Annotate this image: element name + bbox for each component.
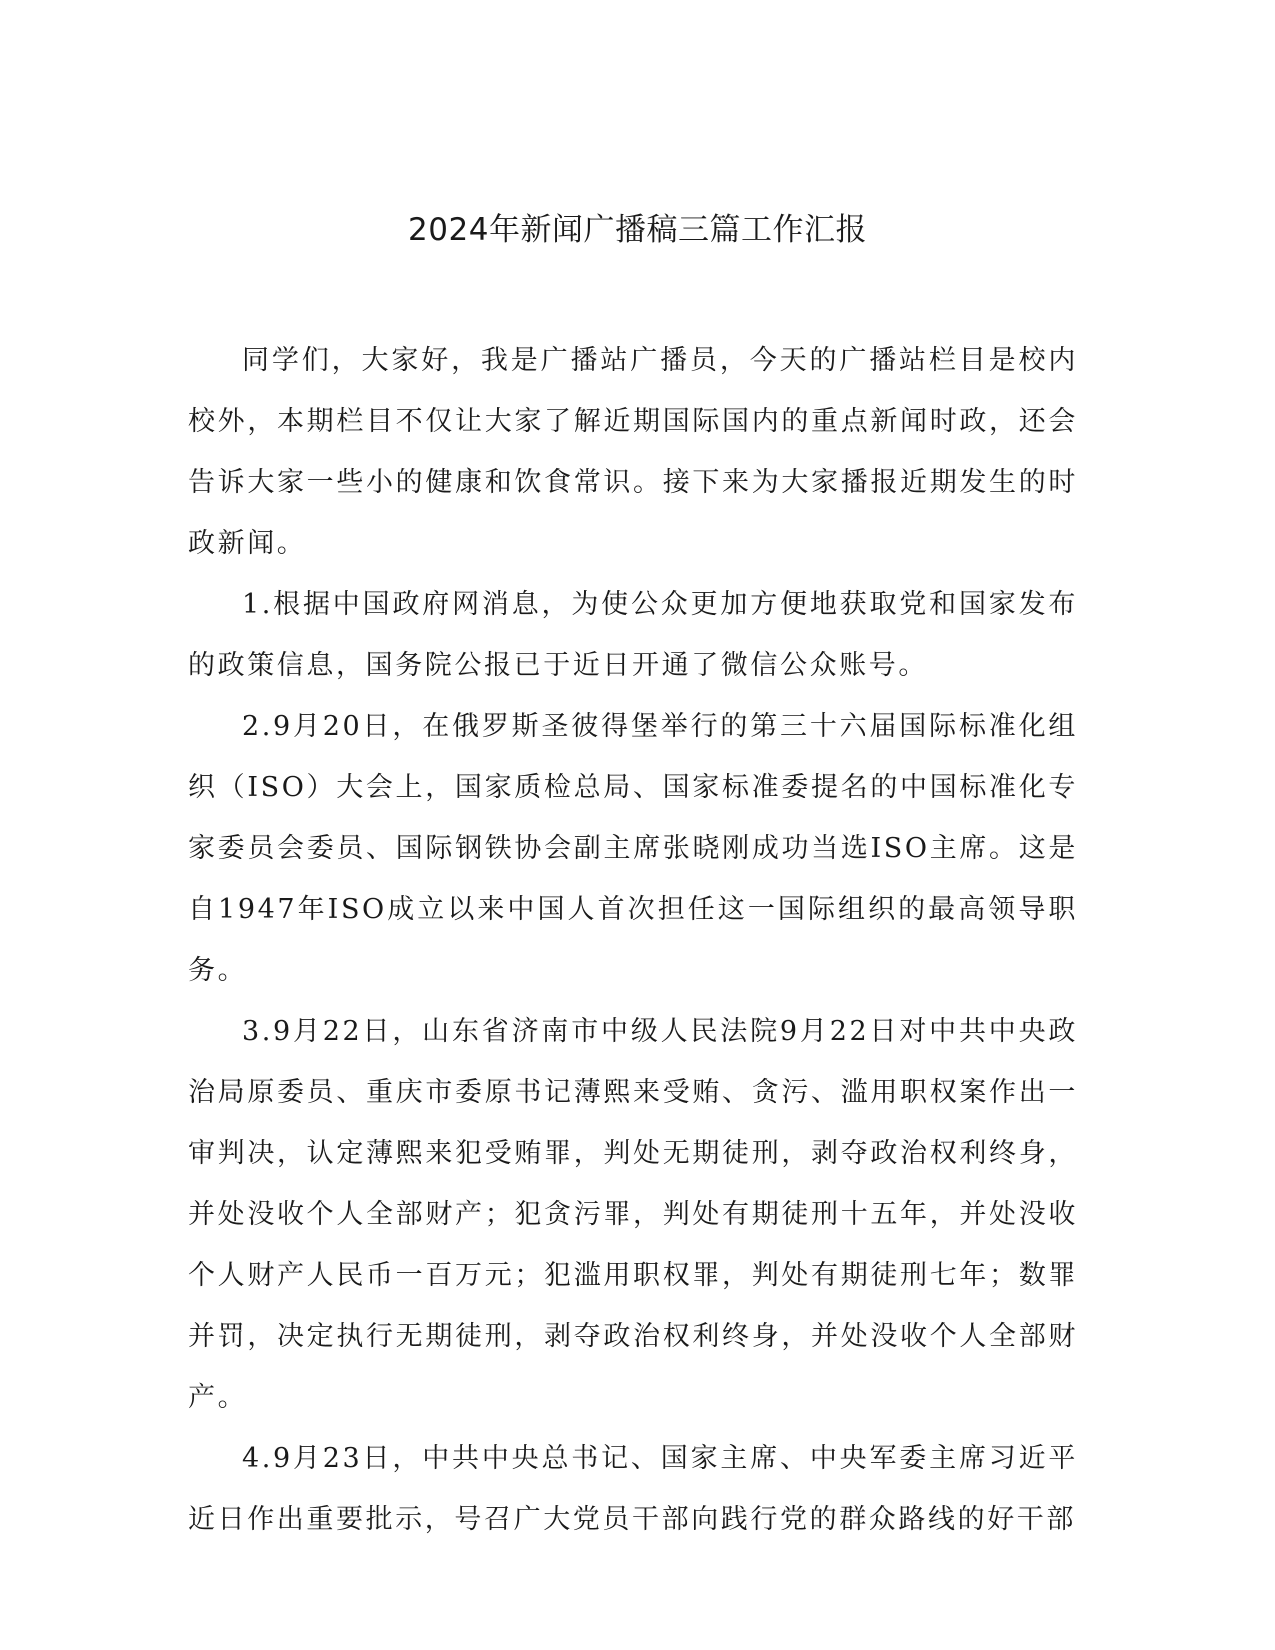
news-item-2: 2.9月20日，在俄罗斯圣彼得堡举行的第三十六届国际标准化组织（ISO）大会上，国家质检总局、国家标准委提名的中国标准化专家委员会委员、国际钢铁协会副主席张晓刚成功当选ISO主席。这是自1947年ISO成立以来中国人首次担任这一国际组织的最高领导职务。 (188, 711, 1078, 986)
document-body (188, 330, 1078, 1550)
document-title: 2024年新闻广播稿三篇工作汇报 (408, 212, 867, 248)
news-item-1: 1.根据中国政府网消息，为使公众更加方便地获取党和国家发布的政策信息，国务院公报已于近日开通了微信公众账号。 (188, 589, 1078, 681)
intro-paragraph: 同学们，大家好，我是广播站广播员，今天的广播站栏目是校内校外，本期栏目不仅让大家了解近期国际国内的重点新闻时政，还会告诉大家一些小的健康和饮食常识。接下来为大家播报近期发生的时政新闻。 (188, 345, 1078, 559)
news-item-3: 3.9月22日，山东省济南市中级人民法院9月22日对中共中央政治局原委员、重庆市委原书记薄熙来受贿、贪污、滥用职权案作出一审判决，认定薄熙来犯受贿罪，判处无期徒刑，剥夺政治权利终身，并处没收个人全部财产；犯贪污罪，判处有期徒刑十五年，并处没收个人财产人民币一百万元；犯滥用职权罪，判处有期徒刑七年；数罪并罚，决定执行无期徒刑，剥夺政治权利终身，并处没收个人全部财产。 (188, 1016, 1078, 1413)
news-item-4: 4.9月23日，中共中央总书记、国家主席、中央军委主席习近平近日作出重要批示，号召广大党员干部向践行党的群众路线的好干部 (188, 1443, 1078, 1535)
